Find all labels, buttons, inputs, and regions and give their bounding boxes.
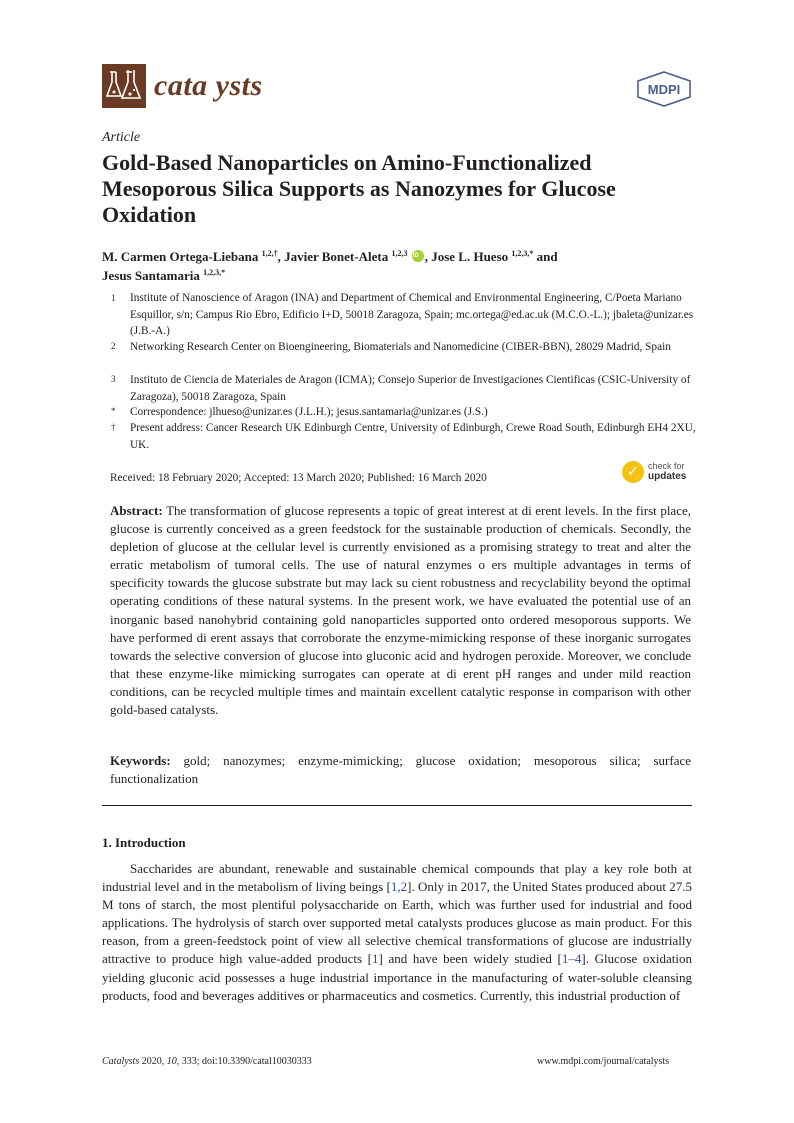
journal-name: cata ysts: [154, 69, 263, 102]
keywords-label: Keywords:: [110, 753, 171, 768]
citation-link[interactable]: 1,2: [390, 879, 408, 895]
keywords-text: gold; nanozymes; enzyme-mimicking; glucose oxidation; mesoporous silica; surface functionalization: [110, 753, 691, 786]
footer-year: 2020,: [139, 1056, 167, 1067]
orcid-icon[interactable]: [412, 250, 424, 262]
present-address-mark: †: [111, 422, 116, 432]
publication-dates: Received: 18 February 2020; Accepted: 13 March 2020; Published: 16 March 2020: [110, 472, 487, 484]
author-name[interactable]: Javier Bonet-Aleta: [284, 249, 389, 264]
check-updates-icon: [622, 461, 644, 483]
section-heading: 1. Introduction: [102, 835, 186, 850]
abstract: [110, 502, 691, 719]
mdpi-logo-text: MDPI: [647, 82, 681, 97]
affiliation-text: Instituto de Ciencia de Materiales de Aragon (ICMA); Consejo Superior de Investigaciones Cientificas (CSIC-University of Zaragoza), 50018 Zaragoza, Spain: [130, 374, 691, 403]
footer-doi[interactable]: , 333; doi:10.3390/catal10030333: [176, 1056, 312, 1067]
paragraph-text: Saccharides are abundant, renewable and sustainable chemical compounds that play a key role both at industrial level and in the metabolism of living beings [: [102, 861, 692, 895]
present-address-text: Present address: Cancer Research UK Edinburgh Centre, University of Edinburgh, Crewe Road South, Edinburgh EH4 2XU, UK.: [130, 422, 696, 451]
author-name[interactable]: Jesus Santamaria: [102, 268, 200, 283]
author-name[interactable]: M. Carmen Ortega-Liebana: [102, 249, 259, 264]
abstract-label: Abstract:: [110, 503, 163, 518]
footer-volume: 10: [166, 1056, 177, 1067]
author-affiliation-marks: 1,2,3: [391, 249, 408, 258]
correspondence-text: Correspondence: jlhueso@unizar.es (J.L.H.); jesus.santamaria@unizar.es (J.S.): [130, 406, 488, 418]
affiliation-text: Networking Research Center on Bioengineering, Biomaterials and Nanomedicine (CIBER-BBN), 28029 Madrid, Spain: [130, 341, 671, 353]
footer-citation: [102, 1056, 312, 1068]
affiliation-mark: 3: [111, 374, 116, 384]
author-affiliation-marks: 1,2,3,*: [511, 249, 534, 258]
correspondence-mark: *: [111, 406, 116, 416]
affiliation-mark: 1: [111, 293, 116, 303]
citation-link[interactable]: 1–4: [561, 951, 582, 967]
check-updates-label-bold: updates: [648, 471, 687, 482]
paragraph-text: ] and have been widely studied [: [378, 951, 562, 967]
keywords: [110, 752, 691, 788]
author-separator: ,: [277, 249, 285, 264]
author-list: [102, 247, 702, 285]
mdpi-logo-icon: [636, 71, 692, 107]
footer-journal: Catalysts: [102, 1056, 140, 1067]
abstract-text: The transformation of glucose represents a topic of great interest at di erent levels. In the first place, glucose is currently conceived as a green feedstock for the sustainable production of chemicals. Secondly, the depletion of glucose at the cellular level is currently envisioned as a promising strategy to treat and alter the erratic metabolism of tumoral cells. The use of natural enzymes o ers multiple advantages in terms of specificity towards the glucose substrate but may lack su cient robustness and recyclability beyond the optimal operating conditions of these natural systems. In the present work, we have evaluated the potential use of an inorganic based nanohybrid containing gold nanoparticles supported onto ordered mesoporous supports. We have performed di erent assays that corroborate the enzyme-mimicking response of these inorganic surrogates towards the selective conversion of glucose into gluconic acid and hydrogen peroxide. Moreover, we conclude that these enzyme-like mimicking surrogates can operate at di erent pH ranges and under mild reaction conditions, can be recycled multiple times and maintain excellent catalytic response in comparison with other gold-based catalysts.: [110, 503, 691, 718]
paragraph-text: ]. Only in 2017, the United States produced about 27.5 M tons of starch, the most plentiful polysaccharide on Earth, which was further used for industrial and food applications. The hydrolysis of starch over supported metal catalysts produces glucose as main product. For this reason, from a green-feedstock point of view all selective chemical transformations of glucose are industrially attractive to produce high value-added products [: [102, 879, 692, 967]
affiliation-mark: 2: [111, 341, 116, 351]
section-divider: [102, 805, 692, 806]
citation-link[interactable]: 1: [372, 951, 379, 967]
journal-logo-icon: [102, 64, 146, 108]
introduction-paragraph: [102, 860, 692, 1005]
affiliation-text: Institute of Nanoscience of Aragon (INA) and Department of Chemical and Environmental Engineering, C/Poeta Mariano Esquillor, s/n; Campus Rio Ebro, Edificio I+D, 50018 Zaragoza, Spain; mc.ortega@ed.ac.uk (M.C.O.-L.); jbaleta@unizar.es (J.B.-A.): [130, 292, 694, 337]
author-affiliation-marks: 1,2,3,*: [203, 268, 226, 277]
author-separator: ,: [424, 249, 432, 264]
article-title: Gold-Based Nanoparticles on Amino-Functionalized Mesoporous Silica Supports as Nanozymes for Glucose Oxidation: [102, 150, 616, 227]
author-name[interactable]: Jose L. Hueso: [431, 249, 509, 264]
paragraph-text: ]. Glucose oxidation yielding gluconic acid possesses a huge industrial importance in the manufacturing of water-soluble cleansing products, food and beverages additives or pharmaceutics and cosmetics. Currently, this industrial production of: [102, 951, 692, 1003]
author-separator: and: [533, 249, 558, 264]
footer-url[interactable]: www.mdpi.com/journal/catalysts: [537, 1056, 670, 1067]
check-updates-label: check for: [648, 461, 685, 471]
article-type: Article: [102, 130, 141, 145]
check-for-updates-button[interactable]: [622, 459, 692, 487]
author-affiliation-marks: 1,2,†: [261, 249, 278, 258]
